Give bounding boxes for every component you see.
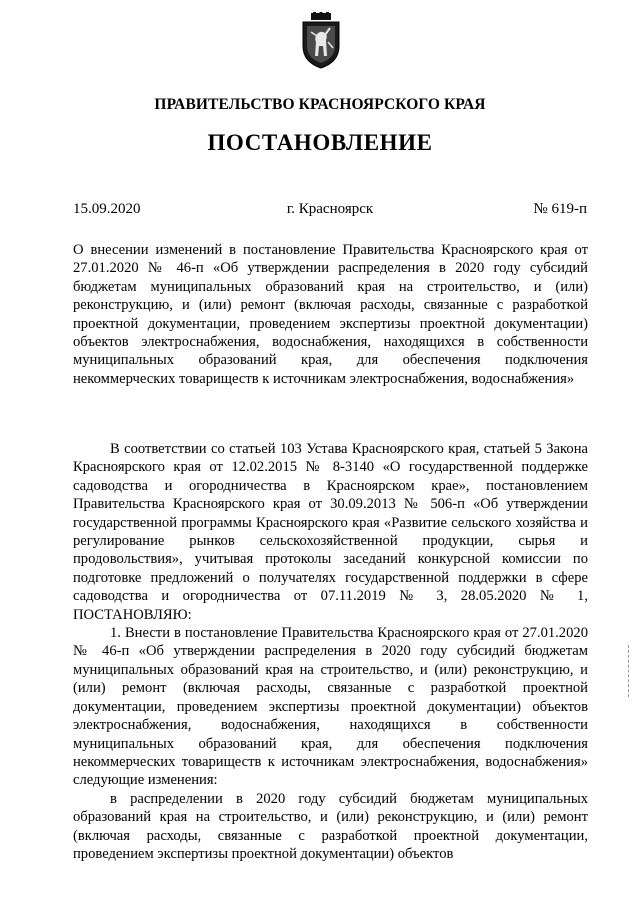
body-item-1-subpoint: в распределении в 2020 году субсидий бюджетам муниципальных образований края на строительство, и (или) реконструкцию, и (или) ремонт (включая расходы, связанные с разработкой проектной документации, проведением экспертизы проектной документации) объектов <box>73 790 588 862</box>
document-body <box>73 440 588 863</box>
document-title-block <box>73 241 588 388</box>
body-item-1: 1. Внести в постановление Правительства Красноярского края от 27.01.2020 № 46-п «Об утверждении распределения в 2020 году субсидий бюджетам муниципальных образований края на строительство, и (или) реконструкцию, и (или) ремонт (включая расходы, связанные с разработкой проектной документации, проведением экспертизы проектной документации) объектов электроснабжения, водоснабжения, находящихся в собственности муниципальных образований края, для обеспечения подключения некоммерческих товариществ к источникам электроснабжения, водоснабжения» следующие изменения: <box>73 625 588 789</box>
document-title: О внесении изменений в постановление Правительства Красноярского края от 27.01.2020 № 46-п «Об утверждении распределения в 2020 году субсидий бюджетам муниципальных образований края на строительство, и (или) реконструкцию, и (или) ремонт (включая расходы, связанные с разработкой проектной документации, проведением экспертизы проектной документации) объектов электроснабжения, водоснабжения, находящихся в собственности муниципальных образований края, для обеспечения подключения некоммерческих товариществ к источникам электроснабжения, водоснабжения» <box>73 242 588 387</box>
document-date: 15.09.2020 <box>73 201 141 217</box>
document-number: № 619-п <box>533 201 587 217</box>
document-city: г. Красноярск <box>286 201 374 217</box>
coat-of-arms-icon <box>299 12 343 70</box>
scan-edge-mark <box>628 645 630 697</box>
body-preamble: В соответствии со статьей 103 Устава Красноярского края, статьей 5 Закона Красноярского края от 12.02.2015 № 8-3140 «О государственной поддержке садоводства и огородничества в Красноярском крае», постановлением Правительства Красноярского края от 30.09.2013 № 506-п «Об утверждении государственной программы Красноярского края «Развитие сельского хозяйства и регулирование рынков сельскохозяйственной продукции, сырья и продовольствия», учитывая протоколы заседаний конкурсной комиссии по подготовке предложений о получателях государственной поддержки в сфере садоводства и огородничества от 07.11.2019 № 3, 28.05.2020 № 1, ПОСТАНОВЛЯЮ: <box>73 441 588 623</box>
organization-name: ПРАВИТЕЛЬСТВО КРАСНОЯРСКОГО КРАЯ <box>154 96 486 113</box>
document-type-title: ПОСТАНОВЛЕНИЕ <box>207 130 433 155</box>
